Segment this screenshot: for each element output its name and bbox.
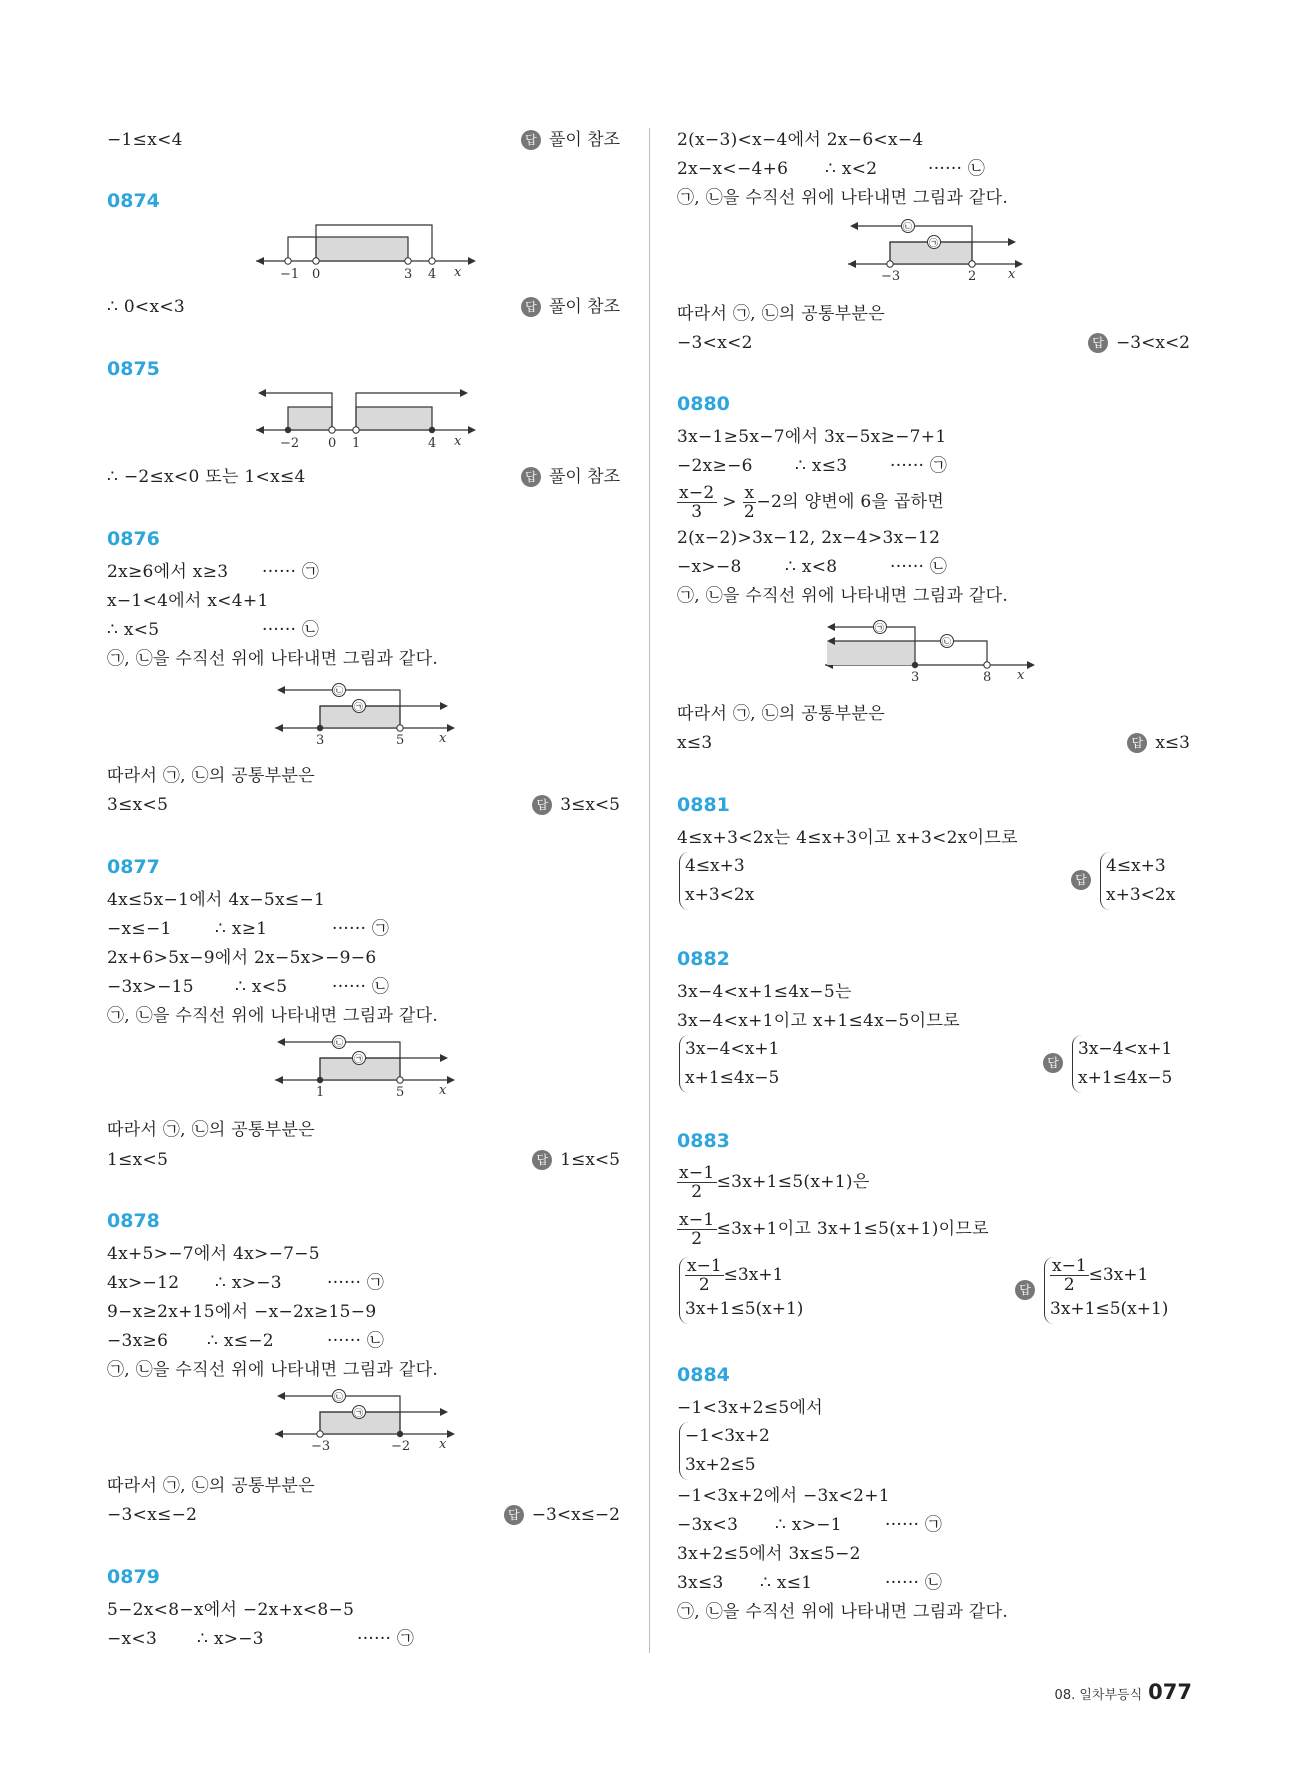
answer <box>1015 1280 1043 1300</box>
problem-number: 0880 <box>677 393 730 415</box>
line: ㉠, ㉡을 수직선 위에 나타내면 그림과 같다. <box>107 649 439 669</box>
circled-label: ㉡ <box>334 1393 344 1403</box>
answer: 답 풀이 참조 <box>521 466 620 488</box>
tick-label: 2 <box>968 269 977 284</box>
tick-label: −1 <box>280 267 300 282</box>
line: ㉠, ㉡을 수직선 위에 나타내면 그림과 같다. <box>677 188 1009 208</box>
fraction: $\frac{x-1}{2}$ <box>679 1210 715 1249</box>
line: −2x≥−6 <box>677 456 753 476</box>
tag: ······ ㉠ <box>885 1515 943 1535</box>
column-divider <box>649 128 650 1653</box>
tag: ······ ㉡ <box>928 159 986 179</box>
answer-text: 풀이 참조 <box>548 130 620 150</box>
line: 3x−1≥5x−7에서 3x−5x≥−7+1 <box>677 427 947 447</box>
number-line <box>848 216 1023 284</box>
answer-badge-icon: 답 <box>1071 870 1091 890</box>
line: −x≤−1 <box>107 919 172 939</box>
axis-label: x <box>439 1083 447 1098</box>
problem-number: 0882 <box>677 948 730 970</box>
result: −3<x<2 <box>677 333 753 353</box>
line: 따라서 ㉠, ㉡의 공통부분은 <box>677 704 885 724</box>
conclusion: ∴ 0<x<3 <box>107 297 186 317</box>
answer-system: 4≤x+3 x+3<2x <box>1100 852 1175 910</box>
line: 따라서 ㉠, ㉡의 공통부분은 <box>107 1120 315 1140</box>
line: 따라서 ㉠, ㉡의 공통부분은 <box>677 304 885 324</box>
line: 2x≥6에서 x≥3 <box>107 562 229 582</box>
tick-label: 3 <box>316 733 325 748</box>
page-footer <box>1055 1680 1192 1704</box>
line: ㉠, ㉡을 수직선 위에 나타내면 그림과 같다. <box>107 1006 439 1026</box>
answer: 답 풀이 참조 <box>521 296 620 318</box>
line: 4x≤5x−1에서 4x−5x≤−1 <box>107 890 326 910</box>
answer-badge-icon: 답 <box>521 130 541 150</box>
answer-badge-icon: 답 <box>1043 1053 1063 1073</box>
tick-label: 0 <box>328 436 337 451</box>
line: ∴ x<5 <box>107 620 160 640</box>
circled-label: ㉠ <box>875 624 885 634</box>
line: −3x<3 <box>677 1515 739 1535</box>
line: ∴ x>−3 <box>215 1273 282 1293</box>
problem-number: 0879 <box>107 1566 160 1588</box>
circled-label: ㉡ <box>903 223 913 233</box>
fraction-line: $\frac{x-1}{2}$ ≤3x+1이고 3x+1≤5(x+1)이므로 <box>679 1210 989 1249</box>
axis-label: x <box>1008 267 1016 282</box>
result: −3<x≤−2 <box>107 1505 198 1525</box>
answer-system: $\frac{x-1}{2}$ ≤3x+1 3x+1≤5(x+1) <box>1044 1257 1168 1324</box>
line: 3x−4<x+1이고 x+1≤4x−5이므로 <box>677 1011 960 1031</box>
tick-label: 4 <box>428 267 437 282</box>
answer-badge-icon: 답 <box>1127 733 1147 753</box>
line: 3x−4<x+1≤4x−5는 <box>677 982 852 1002</box>
answer: 답 x≤3 <box>1127 732 1190 754</box>
line: ㉠, ㉡을 수직선 위에 나타내면 그림과 같다. <box>107 1360 439 1380</box>
line: −3x≥6 <box>107 1331 169 1351</box>
tick-label: 0 <box>312 267 321 282</box>
tag: ······ ㉠ <box>327 1273 385 1293</box>
axis-label: x <box>454 434 462 449</box>
line: 3x≤3 <box>677 1573 724 1593</box>
line: 2(x−3)<x−4에서 2x−6<x−4 <box>677 130 924 150</box>
answer-badge-icon: 답 <box>1015 1280 1035 1300</box>
tick-label: 1 <box>352 436 361 451</box>
line: 2(x−2)>3x−12, 2x−4>3x−12 <box>677 528 941 548</box>
line: x−1<4에서 x<4+1 <box>107 591 269 611</box>
page-number: 077 <box>1148 1680 1192 1704</box>
line: −1<3x+2≤5에서 <box>677 1398 823 1418</box>
answer: 답 3≤x<5 <box>532 794 620 816</box>
axis-label: x <box>439 731 447 746</box>
line: ∴ x>−3 <box>197 1629 264 1649</box>
line: ㉠, ㉡을 수직선 위에 나타내면 그림과 같다. <box>677 1602 1009 1622</box>
line: ∴ x≤1 <box>760 1573 813 1593</box>
tick-label: 4 <box>428 436 437 451</box>
number-line <box>256 218 476 283</box>
answer-badge-icon: 답 <box>532 1150 552 1170</box>
line: ∴ x<2 <box>825 159 878 179</box>
line: ∴ x<5 <box>235 977 288 997</box>
tick-label: 1 <box>316 1085 325 1100</box>
line: ∴ x≥1 <box>215 919 268 939</box>
tick-label: 3 <box>911 670 920 685</box>
line: −x>−8 <box>677 557 742 577</box>
number-line <box>825 617 1035 685</box>
line: 따라서 ㉠, ㉡의 공통부분은 <box>107 766 315 786</box>
inequality-system: 3x−4<x+1 x+1≤4x−5 <box>679 1035 779 1093</box>
problem-number: 0877 <box>107 856 160 878</box>
line: 2x+6>5x−9에서 2x−5x>−9−6 <box>107 948 377 968</box>
tag: ······ ㉡ <box>262 620 320 640</box>
line: −1<3x+2에서 −3x<2+1 <box>677 1486 890 1506</box>
tick-label: 5 <box>396 1085 405 1100</box>
circled-label: ㉠ <box>929 239 939 249</box>
problem-number: 0875 <box>107 358 160 380</box>
tag: ······ ㉠ <box>357 1629 415 1649</box>
tick-label: −3 <box>881 269 901 284</box>
answer-system: 3x−4<x+1 x+1≤4x−5 <box>1072 1035 1172 1093</box>
line: −3x>−15 <box>107 977 194 997</box>
answer-badge-icon: 답 <box>1088 333 1108 353</box>
tag: ······ ㉡ <box>890 557 948 577</box>
tick-label: −2 <box>280 436 300 451</box>
fraction: $\frac{x}{2}$ <box>743 483 756 522</box>
line: 5−2x<8−x에서 −2x+x<8−5 <box>107 1600 355 1620</box>
circled-label: ㉠ <box>354 1055 364 1065</box>
tag: ······ ㉡ <box>332 977 390 997</box>
conclusion: ∴ −2≤x<0 또는 1<x≤4 <box>107 467 306 487</box>
answer-badge-icon: 답 <box>521 467 541 487</box>
problem-number: 0881 <box>677 794 730 816</box>
axis-label: x <box>454 265 462 280</box>
result: 3≤x<5 <box>107 795 169 815</box>
problem-number: 0874 <box>107 190 160 212</box>
circled-label: ㉡ <box>942 638 952 648</box>
answer <box>1043 1053 1071 1073</box>
answer-badge-icon: 답 <box>504 1505 524 1525</box>
circled-label: ㉡ <box>334 1039 344 1049</box>
problem-number: 0883 <box>677 1130 730 1152</box>
inequality-system: $\frac{x-1}{2}$ ≤3x+1 3x+1≤5(x+1) <box>679 1257 803 1324</box>
line: ∴ x<8 <box>785 557 838 577</box>
problem-number: 0876 <box>107 528 160 550</box>
line: 9−x≥2x+15에서 −x−2x≥15−9 <box>107 1302 377 1322</box>
answer-badge-icon: 답 <box>532 795 552 815</box>
line: 2x−x<−4+6 <box>677 159 789 179</box>
line: −x<3 <box>107 1629 158 1649</box>
answer: 답 1≤x<5 <box>532 1149 620 1171</box>
chapter-title: 08. 일차부등식 <box>1054 1688 1143 1703</box>
problem-number: 0878 <box>107 1210 160 1232</box>
tag: ······ ㉡ <box>327 1331 385 1351</box>
line: ∴ x≤3 <box>795 456 848 476</box>
circled-label: ㉠ <box>354 703 364 713</box>
line: ∴ x≤−2 <box>207 1331 274 1351</box>
result: 1≤x<5 <box>107 1150 169 1170</box>
fraction: $\frac{x-1}{2}$ <box>679 1163 715 1202</box>
answer-badge-icon: 답 <box>521 297 541 317</box>
line: 3x+2≤5에서 3x≤5−2 <box>677 1544 861 1564</box>
number-line <box>275 680 455 748</box>
inequality-system: −1<3x+2 3x+2≤5 <box>679 1422 770 1480</box>
circled-label: ㉠ <box>354 1409 364 1419</box>
axis-label: x <box>439 1437 447 1452</box>
line: −1≤x<4 <box>107 130 183 150</box>
axis-label: x <box>1017 668 1025 683</box>
result: x≤3 <box>677 733 713 753</box>
answer <box>521 129 620 151</box>
tick-label: 8 <box>983 670 992 685</box>
tick-label: 5 <box>396 733 405 748</box>
number-line <box>275 1032 455 1100</box>
number-line <box>256 385 476 450</box>
tag: ······ ㉠ <box>262 562 320 582</box>
tag: ······ ㉠ <box>332 919 390 939</box>
line: 4x>−12 <box>107 1273 180 1293</box>
problem-number: 0884 <box>677 1364 730 1386</box>
fraction-line: $\frac{x-1}{2}$ ≤3x+1≤5(x+1)은 <box>679 1163 870 1202</box>
answer <box>1071 870 1099 890</box>
line: 4≤x+3<2x는 4≤x+3이고 x+3<2x이므로 <box>677 828 1018 848</box>
number-line <box>275 1386 455 1454</box>
tick-label: −2 <box>391 1439 411 1454</box>
line: 4x+5>−7에서 4x>−7−5 <box>107 1244 320 1264</box>
line: ∴ x>−1 <box>775 1515 842 1535</box>
answer: 답 −3<x<2 <box>1088 332 1190 354</box>
answer: 답 −3<x≤−2 <box>504 1504 620 1526</box>
tag: ······ ㉡ <box>885 1573 943 1593</box>
circled-label: ㉡ <box>334 687 344 697</box>
line: ㉠, ㉡을 수직선 위에 나타내면 그림과 같다. <box>677 586 1009 606</box>
tag: ······ ㉠ <box>890 456 948 476</box>
fraction-line: $\frac{x-2}{3}$ > $\frac{x}{2}$ −2의 양변에 6을 곱하면 <box>679 483 945 522</box>
line: 따라서 ㉠, ㉡의 공통부분은 <box>107 1476 315 1496</box>
tick-label: −3 <box>311 1439 331 1454</box>
inequality-system: 4≤x+3 x+3<2x <box>679 852 754 910</box>
tick-label: 3 <box>404 267 413 282</box>
fraction: $\frac{x-2}{3}$ <box>679 483 715 522</box>
